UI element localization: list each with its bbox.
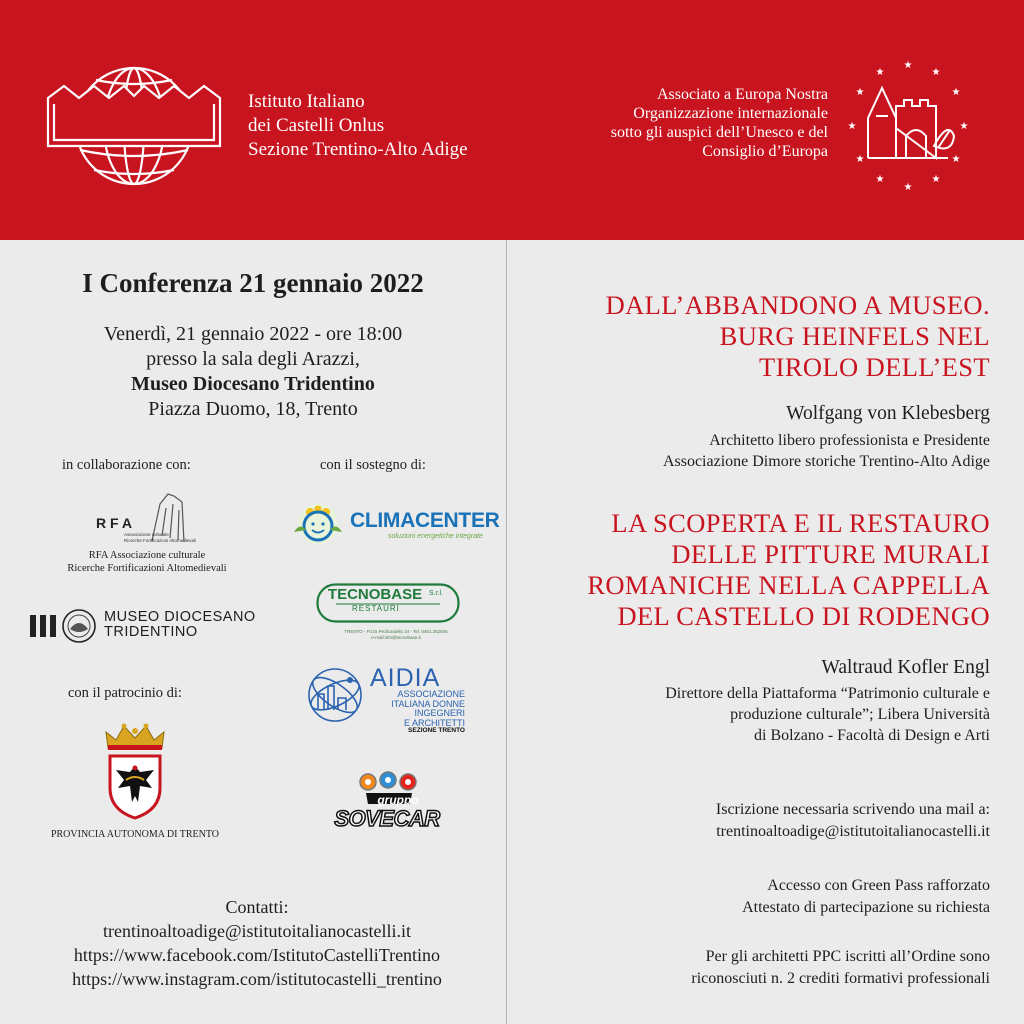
svg-text:★: ★ bbox=[951, 154, 961, 165]
talk-1-title bbox=[606, 290, 990, 383]
access-text: Accesso con Green Pass rafforzato bbox=[767, 877, 990, 894]
museo-name-line: TRIDENTINO bbox=[104, 624, 198, 640]
rfa-caption-line: RFA Associazione culturale bbox=[88, 550, 206, 561]
climacenter-name: CLIMACENTER bbox=[350, 509, 500, 532]
sovecar-gruppo: gruppo bbox=[377, 793, 419, 807]
access-info bbox=[742, 875, 990, 919]
contact-instagram-link[interactable]: https://www.instagram.com/istitutocastelli_trentino bbox=[72, 969, 442, 989]
globe-crown-icon bbox=[44, 58, 224, 188]
patronage-label: con il patrocinio di: bbox=[68, 685, 182, 701]
museo-name-line: MUSEO DIOCESANO bbox=[104, 609, 256, 625]
collaboration-label: in collaborazione con: bbox=[62, 457, 191, 473]
aidia-section: SEZIONE TRENTO bbox=[408, 727, 465, 734]
registration-email-link[interactable]: trentinoaltoadige@istitutoitalianocastelli.it bbox=[716, 823, 990, 840]
tecnobase-srl: S.r.l. bbox=[429, 590, 444, 597]
europa-text-line: sotto gli auspici dell’Unesco e del bbox=[610, 124, 828, 141]
tecnobase-address bbox=[326, 629, 466, 641]
tecnobase-address-line: TRENTO - P.zza Pedicastello 34 - Tel. 0461.362846 bbox=[344, 629, 448, 634]
talk-role-line: produzione culturale”; Libera Università bbox=[730, 706, 990, 723]
talk-title-line: LA SCOPERTA E IL RESTAURO bbox=[611, 508, 990, 538]
rfa-mini-1: Associazione culturale bbox=[124, 532, 169, 537]
talk-title-line: DELLE PITTURE MURALI bbox=[671, 539, 990, 569]
contact-facebook-link[interactable]: https://www.facebook.com/IstitutoCastelliTrentino bbox=[73, 945, 441, 965]
sovecar-name: SOVECAR bbox=[334, 806, 440, 831]
svg-text:★: ★ bbox=[847, 121, 857, 132]
svg-text:★: ★ bbox=[931, 67, 941, 78]
institute-name bbox=[248, 90, 468, 162]
aidia-description bbox=[372, 690, 465, 728]
credits-text: Per gli architetti PPC iscritti all’Ordine sono bbox=[705, 948, 990, 965]
europa-nostra-text bbox=[611, 85, 828, 161]
contact-email-link[interactable]: trentinoaltoadige@istitutoitalianocastelli.it bbox=[102, 921, 411, 941]
aidia-line: INGEGNERI bbox=[414, 708, 465, 718]
provincia-caption: PROVINCIA AUTONOMA DI TRENTO bbox=[50, 829, 220, 840]
talk-title-line: DALL’ABBANDONO A MUSEO. bbox=[605, 290, 990, 320]
trento-coat-of-arms bbox=[100, 718, 170, 823]
rfa-caption bbox=[52, 549, 242, 575]
talk-role-line: Associazione Dimore storiche Trentino-Alto Adige bbox=[662, 453, 990, 470]
rfa-mini-2: Ricerche Fortificazioni Altomedievali bbox=[124, 538, 197, 543]
svg-text:★: ★ bbox=[903, 182, 913, 193]
svg-text:★: ★ bbox=[855, 87, 865, 98]
talk-title-line: ROMANICHE NELLA CAPPELLA bbox=[587, 570, 990, 600]
event-date: Venerdì, 21 gennaio 2022 - ore 18:00 bbox=[103, 323, 403, 345]
svg-text:★: ★ bbox=[959, 121, 969, 132]
tecnobase-address-line: e-mail:info@tecnobase.it bbox=[371, 635, 421, 640]
institute-name-line: Sezione Trentino-Alto Adige bbox=[248, 139, 468, 160]
institute-name-line: dei Castelli Onlus bbox=[248, 115, 385, 136]
svg-text:★: ★ bbox=[931, 174, 941, 185]
registration-info bbox=[716, 799, 990, 843]
svg-text:★: ★ bbox=[875, 174, 885, 185]
aidia-line: ITALIANA DONNE bbox=[391, 698, 465, 709]
event-place: presso la sala degli Arazzi, bbox=[146, 348, 360, 370]
talk-2-speaker: Waltraud Kofler Engl bbox=[821, 657, 990, 678]
talk-title-line: TIROLO DELL’EST bbox=[759, 352, 990, 382]
svg-text:★: ★ bbox=[903, 60, 913, 71]
europa-text-line: Associato a Europa Nostra bbox=[656, 86, 828, 103]
europa-text-line: Organizzazione internazionale bbox=[633, 105, 828, 122]
event-address: Piazza Duomo, 18, Trento bbox=[148, 398, 358, 420]
conference-title: I Conferenza 21 gennaio 2022 bbox=[82, 268, 424, 298]
talk-role-line: Direttore della Piattaforma “Patrimonio culturale e bbox=[665, 685, 990, 702]
rfa-caption-line: Ricerche Fortificazioni Altomedievali bbox=[67, 563, 227, 574]
aidia-logo bbox=[304, 664, 366, 726]
support-label: con il sostegno di: bbox=[320, 457, 426, 473]
aidia-line: ASSOCIAZIONE bbox=[397, 689, 465, 699]
aidia-name: AIDIA bbox=[370, 664, 441, 692]
registration-text: Iscrizione necessaria scrivendo una mail a: bbox=[715, 801, 990, 818]
museo-diocesano-name bbox=[104, 610, 256, 640]
contacts-block bbox=[0, 895, 514, 991]
tecnobase-sub: RESTAURI bbox=[352, 604, 400, 613]
rfa-abbr: R F A bbox=[96, 515, 133, 531]
header-band bbox=[0, 0, 1024, 240]
svg-text:★: ★ bbox=[951, 87, 961, 98]
institute-name-line: Istituto Italiano bbox=[248, 91, 365, 112]
svg-text:★: ★ bbox=[875, 67, 885, 78]
certificate-text: Attestato di partecipazione su richiesta bbox=[742, 899, 990, 916]
talk-2-title bbox=[587, 508, 990, 632]
talk-1-role bbox=[663, 430, 990, 472]
event-details bbox=[0, 322, 506, 422]
castle-stars-icon bbox=[840, 58, 976, 194]
climacenter-tagline: soluzioni energetiche integrate bbox=[388, 533, 483, 540]
credits-info bbox=[691, 946, 990, 990]
talk-role-line: Architetto libero professionista e Presidente bbox=[709, 432, 990, 449]
contacts-label: Contatti: bbox=[225, 897, 289, 917]
svg-text:★: ★ bbox=[855, 154, 865, 165]
aidia-line: E ARCHITETTI bbox=[403, 717, 465, 728]
talk-2-role bbox=[665, 683, 990, 746]
credits-text: riconosciuti n. 2 crediti formativi professionali bbox=[691, 970, 990, 987]
talk-1-speaker: Wolfgang von Klebesberg bbox=[786, 403, 990, 424]
talk-title-line: BURG HEINFELS NEL bbox=[719, 321, 990, 351]
europa-text-line: Consiglio d’Europa bbox=[702, 143, 828, 160]
tecnobase-name: TECNOBASE bbox=[327, 586, 423, 603]
talk-role-line: di Bolzano - Facoltà di Design e Arti bbox=[754, 727, 990, 744]
event-venue: Museo Diocesano Tridentino bbox=[131, 373, 375, 395]
talk-title-line: DEL CASTELLO DI RODENGO bbox=[617, 601, 990, 631]
